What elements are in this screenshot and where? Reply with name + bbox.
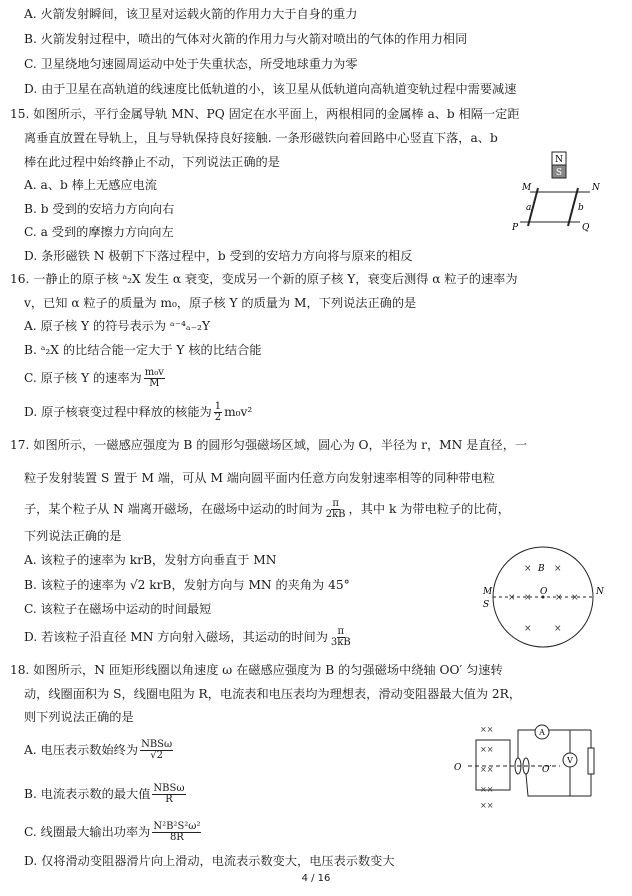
label-n: N [596,587,604,597]
label-a: a [526,203,532,213]
q15-option-a: A. a、b 棒上无感应电流 [24,178,157,192]
magnet-n-label: N [555,155,563,165]
q17-option-a: A. 该粒子的速率为 krB，发射方向垂直于 MN [24,553,277,567]
circuit-wires [518,730,570,796]
label-o-prime: O′ [542,765,552,775]
label-b: B [538,564,545,574]
q17-option-d: D. 若该粒子沿直径 MN 方向射入磁场，其运动的时间为 $\frac{\pi}{3kB}$ [24,626,351,648]
q17-stem-line2: 粒子发射装置 S 置于 M 端，可从 M 端向圆平面内任意方向发射速率相等的同种带电粒 [24,471,495,485]
rheostat [588,748,594,774]
q17-option-b: B. 该粒子的速率为 √2 krB，发射方向与 MN 的夹角为 45° [24,578,350,592]
voltmeter-label: V [567,756,573,765]
q14-option-a: A. 火箭发射瞬间，该卫星对运载火箭的作用力大于自身的重力 [24,7,358,21]
label-b: b [578,203,584,213]
q18-stem-line3: 则下列说法正确的是 [24,710,134,724]
page-number: 4 / 16 [301,873,331,884]
q15-option-d: D. 条形磁铁 N 极朝下下落过程中，b 受到的安培力方向将与原来的相反 [24,249,413,263]
field-cross: ×× [480,725,494,734]
field-cross: × [555,593,563,603]
q18-option-c: C. 线圈最大输出功率为 $\frac{\text{N²B²S²ω²}}{8R}$ [24,821,201,843]
q16-option-b: B. ᵃ₂X 的比结合能一定大于 Y 核的比结合能 [24,343,262,357]
q15-stem-line2: 离垂直放置在导轨上，且与导轨保持良好接触. 一条形磁铁向着回路中心竖直下落，a、b [24,131,498,145]
q15-rail-figure [512,150,612,240]
field-cross: × [524,593,532,603]
field-cross: ×× [480,785,494,794]
q16-option-a: A. 原子核 Y 的符号表示为 ᵃ⁻⁴ₐ₋₂Y [24,319,210,333]
q17-stem-line1: 17. 如图所示，一磁感应强度为 B 的圆形匀强磁场区域，圆心为 O，半径为 r，MN 是直径，一 [10,438,528,452]
field-cross: × [524,564,532,574]
q18-stem-line1: 18. 如图所示，N 匝矩形线圈以角速度 ω 在磁感应强度为 B 的匀强磁场中绕轴 OO′ 匀速转 [10,663,503,677]
q17-stem-line3: 子，某个粒子从 N 端离开磁场，在磁场中运动的时间为 $\frac{\pi}{2kB}$ ，其中 k 为带电粒子的比荷， [24,498,510,520]
magnetic-field-crosses [480,725,493,810]
q16-stem-line2: v，已知 α 粒子的质量为 m₀，原子核 Y 的质量为 M，下列说法正确的是 [24,296,417,310]
q17-stem-line4: 下列说法正确的是 [24,529,122,543]
q18-option-b: B. 电流表示数的最大值 $\frac{\text{NBSω}}{R}$ [24,783,185,805]
field-cross-marks [508,564,579,634]
field-cross: ×× [480,801,494,810]
rod-b [568,188,578,226]
field-cross: × [571,593,579,603]
q15-option-b: B. b 受到的安培力方向向右 [24,202,175,216]
field-cross: ×× [480,745,494,754]
label-n: N [592,183,600,193]
q16-option-c: C. 原子核 Y 的速率为 $\frac{\text{m₀v}}{M}$ [24,367,164,389]
q17-option-c: C. 该粒子在磁场中运动的时间最短 [24,602,212,616]
label-m: M [483,587,493,597]
magnet-s-label: S [555,168,563,178]
q16-stem-line1: 16. 一静止的原子核 ᵃ₂X 发生 α 衰变，变成另一个新的原子核 Y，衰变后测得 α 粒子的速率为 [10,272,518,286]
field-cross: × [554,564,562,574]
q15-stem-line1: 15. 如图所示，平行金属导轨 MN、PQ 固定在水平面上，两根相同的金属棒 a、b 相隔一定距 [10,107,520,121]
label-m: M [522,183,532,193]
q18-option-a: A. 电压表示数始终为 $\frac{\text{NBSω}}{√2}$ [24,739,173,761]
q15-option-c: C. a 受到的摩擦力方向向左 [24,225,174,239]
label-o: O [540,587,548,597]
q17-circle-field-figure [478,545,608,655]
ammeter-label: A [539,728,545,737]
field-cross: × [508,593,516,603]
q14-option-c: C. 卫星绕地匀速圆周运动中处于失重状态，所受地球重力为零 [24,57,358,71]
q15-stem-line3: 棒在此过程中始终静止不动，下列说法正确的是 [24,155,280,169]
label-p: P [512,223,519,233]
q18-generator-circuit-figure [450,720,610,810]
q16-option-d: D. 原子核衰变过程中释放的核能为 $\frac{1}{2}$ m₀v² [24,401,253,423]
field-cross: × [524,624,532,634]
q18-stem-line2: 动，线圈面积为 S，线圈电阻为 R，电流表和电压表均为理想表，滑动变阻器最大值为 2R， [24,687,522,701]
label-s: S [483,600,490,610]
label-o: O [454,763,462,773]
field-cross: ×× [480,765,494,774]
field-cross: × [554,624,562,634]
label-q: Q [582,223,590,233]
q18-option-d: D. 仅将滑动变阻器滑片向上滑动，电流表示数变大，电压表示数变大 [24,854,395,868]
q14-option-b: B. 火箭发射过程中，喷出的气体对火箭的作用力与火箭对喷出的气体的作用力相同 [24,32,468,46]
q14-option-d: D. 由于卫星在高轨道的线速度比低轨道的小，该卫星从低轨道向高轨道变轨过程中需要减速 [24,82,517,96]
